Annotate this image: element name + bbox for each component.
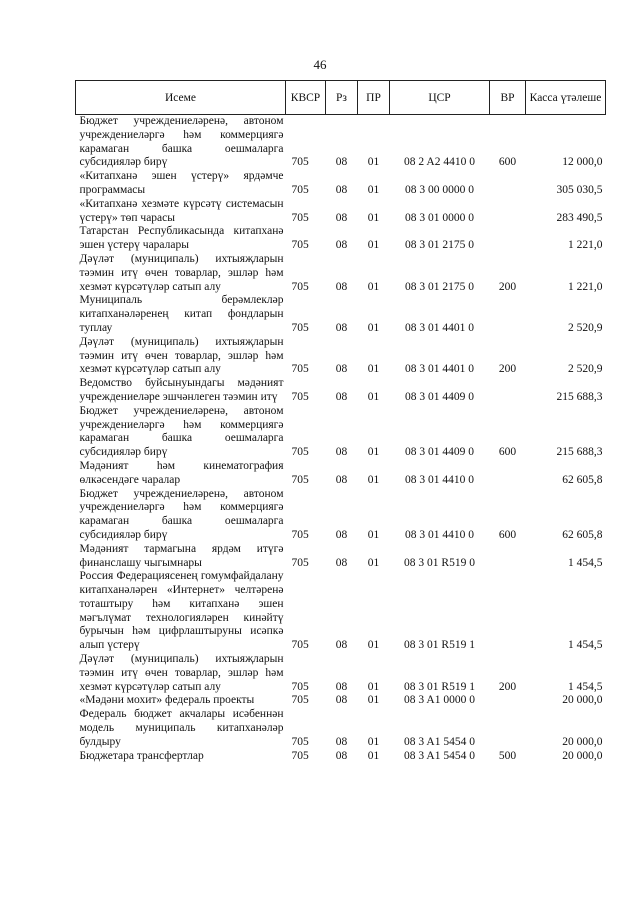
cell-rz: 08 (335, 694, 348, 707)
cell-kassa: 1 221,0 (568, 280, 603, 293)
cell-kassa: 1 454,5 (568, 556, 603, 569)
cell-pr: 01 (367, 156, 380, 169)
cell-kvsr: 705 (291, 390, 309, 403)
cell-csr: 08 3 A1 5454 0 (404, 735, 475, 748)
cell-rz: 08 (335, 183, 348, 196)
cell-rz: 08 (335, 680, 348, 693)
header-kvsr: КВСР (286, 81, 326, 115)
cell-kvsr: 705 (291, 639, 309, 652)
cell-name: Россия Федерациясенең гомумфайдалану китапханәләрен «Интернет» челтәренә тоташтыру һәм китапханә эшен мәгълүмат технологияләрен кинәйтү бурычын һәм цифрлаштыруны исәпкә алып үстерү (79, 570, 284, 652)
table-row (76, 543, 606, 571)
cell-vr: 600 (498, 446, 517, 459)
cell-name: Ведомство буйсынуындагы мәдәният учреждениеләре эшчәнлеген тәэмин итү (79, 377, 284, 403)
cell-rz: 08 (335, 211, 348, 224)
cell-pr: 01 (367, 556, 380, 569)
cell-pr: 01 (367, 446, 380, 459)
cell-vr: 500 (498, 749, 517, 762)
cell-pr: 01 (367, 749, 380, 762)
cell-vr (490, 708, 526, 749)
cell-name: Дәүләт (муниципаль) ихтыяҗларын тәэмин итү өчен товарлар, эшләр һәм хезмәт күрсәтүләр сатып алу (79, 335, 284, 376)
cell-pr: 01 (367, 321, 380, 334)
cell-rz: 08 (335, 556, 348, 569)
cell-name: «Мәдәни мохит» федераль проекты (79, 694, 255, 707)
cell-csr: 08 3 01 2175 0 (405, 239, 474, 252)
cell-pr: 01 (367, 694, 380, 707)
cell-name: Мәдәният тармагына ярдәм итүгә финанслашу чыгымнары (79, 542, 284, 569)
table-row (76, 653, 606, 694)
table-row (76, 336, 606, 377)
cell-rz: 08 (335, 239, 348, 252)
cell-csr: 08 3 01 R519 1 (404, 639, 475, 652)
cell-rz: 08 (335, 390, 348, 403)
cell-kassa: 305 030,5 (556, 183, 603, 196)
cell-pr: 01 (367, 473, 380, 486)
cell-pr: 01 (367, 183, 380, 196)
cell-kassa: 215 688,3 (556, 446, 603, 459)
cell-csr: 08 3 01 4401 0 (405, 321, 474, 334)
cell-vr (490, 460, 526, 488)
cell-rz: 08 (335, 735, 348, 748)
budget-table (75, 80, 606, 763)
table-row (76, 570, 606, 653)
cell-name: Муниципаль берәмлекләр китапханәләренең китап фондларын туплау (79, 294, 284, 334)
table-header (76, 81, 606, 115)
cell-name: Бюджет учреждениеләренә, автоном учреждениеләргә һәм коммерциягә карамаган башка оешмаларга субсидияләр бирү (79, 115, 284, 169)
cell-kassa: 20 000,0 (562, 694, 603, 707)
cell-kvsr: 705 (291, 183, 309, 196)
cell-kassa: 215 688,3 (556, 390, 603, 403)
cell-name: Мәдәният һәм кинематография өлкәсендәге чаралар (79, 459, 284, 486)
cell-csr: 08 2 A2 4410 0 (404, 156, 475, 169)
cell-kassa: 1 221,0 (568, 239, 603, 252)
table-row (76, 708, 606, 749)
cell-pr: 01 (367, 528, 380, 541)
cell-kvsr: 705 (291, 280, 309, 293)
cell-kassa: 12 000,0 (562, 156, 603, 169)
cell-rz: 08 (335, 363, 348, 376)
cell-kassa: 2 520,9 (568, 363, 603, 376)
table-row (76, 694, 606, 708)
cell-pr: 01 (367, 680, 380, 693)
table-row (76, 253, 606, 294)
cell-csr: 08 3 01 0000 0 (405, 211, 474, 224)
cell-vr: 200 (498, 363, 517, 376)
cell-kassa: 20 000,0 (562, 735, 603, 748)
header-csr: ЦСР (390, 81, 490, 115)
cell-csr: 08 3 00 0000 0 (405, 183, 474, 196)
table-row (76, 488, 606, 543)
table-row (76, 225, 606, 253)
cell-rz: 08 (335, 156, 348, 169)
table-row (76, 405, 606, 460)
cell-kassa: 2 520,9 (568, 321, 603, 334)
cell-kassa: 62 605,8 (562, 528, 603, 541)
header-name: Исеме (76, 81, 286, 115)
cell-csr: 08 3 01 4401 0 (405, 363, 474, 376)
cell-name: Бюджетара трансфертлар (79, 749, 204, 762)
cell-csr: 08 3 01 R519 1 (404, 680, 475, 693)
cell-pr: 01 (367, 639, 380, 652)
cell-vr: 200 (498, 680, 517, 693)
cell-csr: 08 3 01 4410 0 (405, 473, 474, 486)
cell-csr: 08 3 A1 5454 0 (404, 749, 475, 762)
table-row (76, 460, 606, 488)
cell-kassa: 283 490,5 (556, 211, 603, 224)
cell-vr: 600 (498, 156, 517, 169)
cell-name: Татарстан Республикасында китапханә эшен үстерү чаралары (79, 225, 284, 252)
cell-kvsr: 705 (291, 556, 309, 569)
cell-kassa: 62 605,8 (562, 473, 603, 486)
header-pr: ПР (358, 81, 390, 115)
cell-csr: 08 3 A1 0000 0 (404, 694, 475, 707)
cell-csr: 08 3 01 R519 0 (404, 556, 475, 569)
cell-kassa: 20 000,0 (562, 749, 603, 762)
cell-kvsr: 705 (291, 694, 309, 707)
table-row (76, 115, 606, 171)
header-rz: Рз (326, 81, 358, 115)
cell-vr: 600 (498, 528, 517, 541)
cell-kassa: 1 454,5 (568, 639, 603, 652)
cell-kvsr: 705 (291, 363, 309, 376)
cell-kvsr: 705 (291, 321, 309, 334)
cell-kvsr: 705 (291, 749, 309, 762)
cell-name: «Китапханә хезмәте күрсәтү системасын үстерү» төп чарасы (79, 197, 284, 224)
cell-pr: 01 (367, 363, 380, 376)
cell-kvsr: 705 (291, 156, 309, 169)
cell-vr (490, 694, 526, 708)
cell-kvsr: 705 (291, 528, 309, 541)
table-row (76, 170, 606, 198)
cell-vr (490, 377, 526, 405)
cell-name: «Китапханә эшен үстерү» ярдәмче программасы (79, 170, 284, 196)
cell-rz: 08 (335, 473, 348, 486)
cell-kvsr: 705 (291, 211, 309, 224)
table-row (76, 377, 606, 405)
cell-csr: 08 3 01 4410 0 (405, 528, 474, 541)
cell-vr: 200 (498, 280, 517, 293)
page-number: 46 (313, 57, 327, 72)
cell-name: Бюджет учреждениеләренә, автоном учреждениеләргә һәм коммерциягә карамаган башка оешмаларга субсидияләр бирү (79, 404, 284, 459)
cell-vr (490, 225, 526, 253)
cell-pr: 01 (367, 211, 380, 224)
cell-rz: 08 (335, 280, 348, 293)
cell-rz: 08 (335, 528, 348, 541)
cell-kassa: 1 454,5 (568, 680, 603, 693)
cell-rz: 08 (335, 321, 348, 334)
cell-pr: 01 (367, 390, 380, 403)
cell-vr (490, 198, 526, 226)
table-row (76, 750, 606, 764)
cell-kvsr: 705 (291, 446, 309, 459)
cell-rz: 08 (335, 749, 348, 762)
cell-kvsr: 705 (291, 680, 309, 693)
cell-rz: 08 (335, 446, 348, 459)
cell-name: Дәүләт (муниципаль) ихтыяҗларын тәэмин итү өчен товарлар, эшләр һәм хезмәт күрсәтүләр сатып алу (79, 653, 284, 693)
cell-name: Бюджет учреждениеләренә, автоном учреждениеләргә һәм коммерциягә карамаган башка оешмаларга субсидияләр бирү (79, 487, 284, 541)
cell-csr: 08 3 01 2175 0 (405, 280, 474, 293)
header-vr: ВР (490, 81, 526, 115)
cell-vr (490, 543, 526, 571)
cell-vr (490, 294, 526, 335)
cell-pr: 01 (367, 239, 380, 252)
cell-name: Дәүләт (муниципаль) ихтыяҗларын тәэмин итү өчен товарлар, эшләр һәм хезмәт күрсәтүләр сатып алу (79, 252, 284, 293)
cell-vr (490, 170, 526, 198)
cell-rz: 08 (335, 639, 348, 652)
cell-pr: 01 (367, 280, 380, 293)
cell-kvsr: 705 (291, 239, 309, 252)
cell-vr (490, 570, 526, 653)
header-kassa: Касса үтәлеше (526, 81, 606, 115)
table-row (76, 294, 606, 335)
table-body (76, 115, 606, 764)
cell-pr: 01 (367, 735, 380, 748)
cell-csr: 08 3 01 4409 0 (405, 390, 474, 403)
table-row (76, 198, 606, 226)
cell-kvsr: 705 (291, 473, 309, 486)
cell-name: Федераль бюджет акчалары исәбеннән модель муниципаль китапханәләр булдыру (79, 708, 284, 748)
cell-csr: 08 3 01 4409 0 (405, 446, 474, 459)
cell-kvsr: 705 (291, 735, 309, 748)
